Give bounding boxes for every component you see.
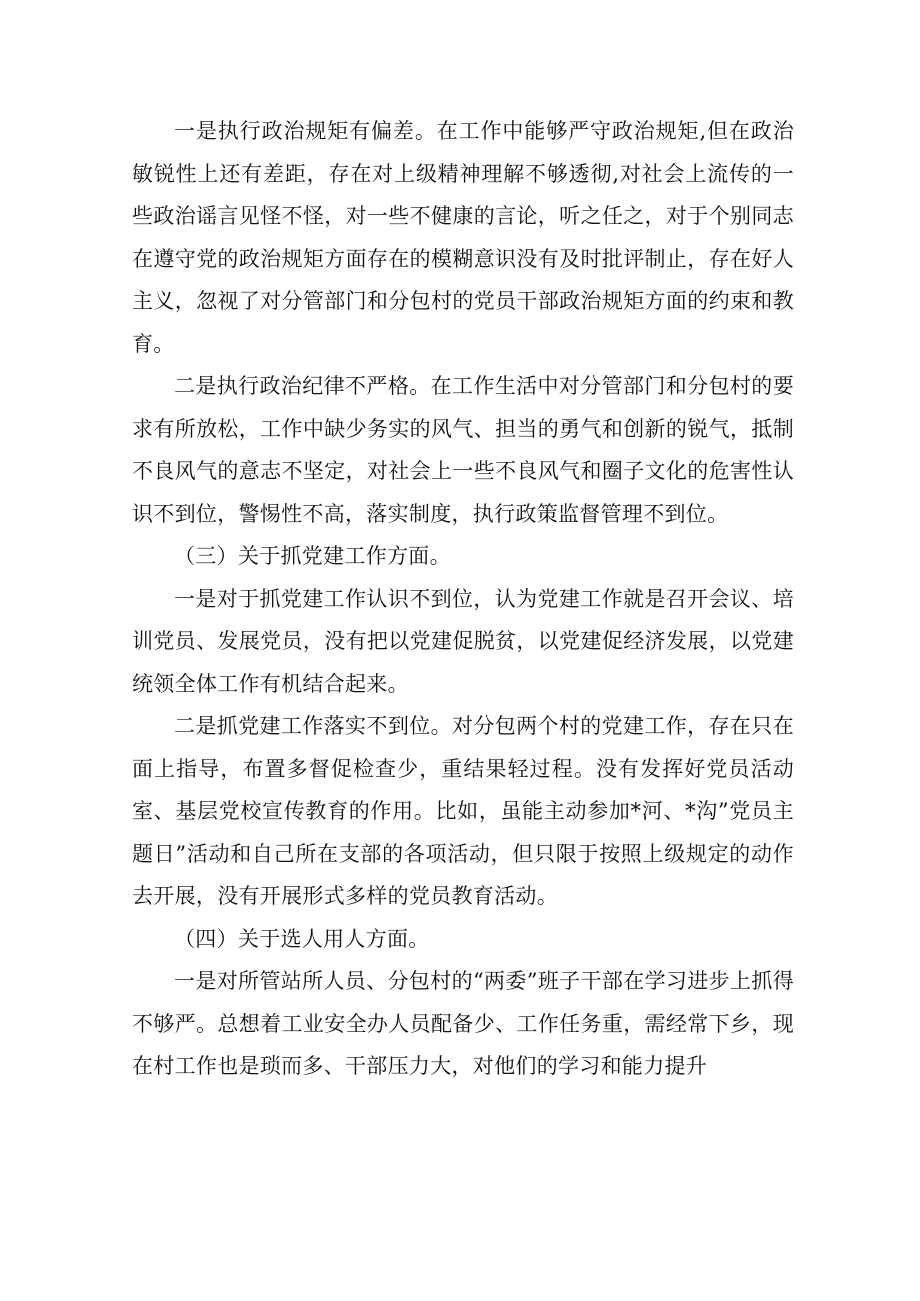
paragraph-political-rules: 一是执行政治规矩有偏差。在工作中能够严守政治规矩,但在政治敏锐性上还有差距，存在对上级精神理解不够透彻,对社会上流传的一些政治谣言见怪不怪，对一些不健康的言论，听之任之，对于个别同志在遵守党的政治规矩方面存在的模糊意识没有及时批评制止，存在好人主义，忽视了对分管部门和分包村的党员干部政治规矩方面的约束和教育。 [132,119,794,356]
paragraph-political-discipline: 二是执行政治纪律不严格。在工作生活中对分管部门和分包村的要求有所放松，工作中缺少务实的风气、担当的勇气和创新的锐气，抵制不良风气的意志不坚定，对社会上一些不良风气和圈子文化的危害性认识不到位，警惕性不高，落实制度，执行政策监督管理不到位。 [132,374,794,526]
document-body [132,110,794,1088]
paragraph-party-building-implementation: 二是抓党建工作落实不到位。对分包两个村的党建工作，存在只在面上指导，布置多督促检查少，重结果轻过程。没有发挥好党员活动室、基层党校宣传教育的作用。比如，虽能主动参加*河、*沟”党员主题日”活动和自己所在支部的各项活动，但只限于按照上级规定的动作去开展，没有开展形式多样的党员教育活动。 [132,714,794,908]
section-heading-party-building: （三）关于抓党建工作方面。 [174,544,451,568]
section-heading-personnel-selection: （四）关于选人用人方面。 [174,926,430,951]
paragraph-staff-management: 一是对所管站所人员、分包村的“两委”班子干部在学习进步上抓得不够严。总想着工业安全办人员配备少、工作任务重，需经常下乡，现在村工作也是琐而多、干部压力大，对他们的学习和能力提升 [132,969,794,1078]
paragraph-party-building-awareness: 一是对于抓党建工作认识不到位，认为党建工作就是召开会议、培训党员、发展党员，没有把以党建促脱贫，以党建促经济发展，以党建统领全体工作有机结合起来。 [132,586,794,696]
